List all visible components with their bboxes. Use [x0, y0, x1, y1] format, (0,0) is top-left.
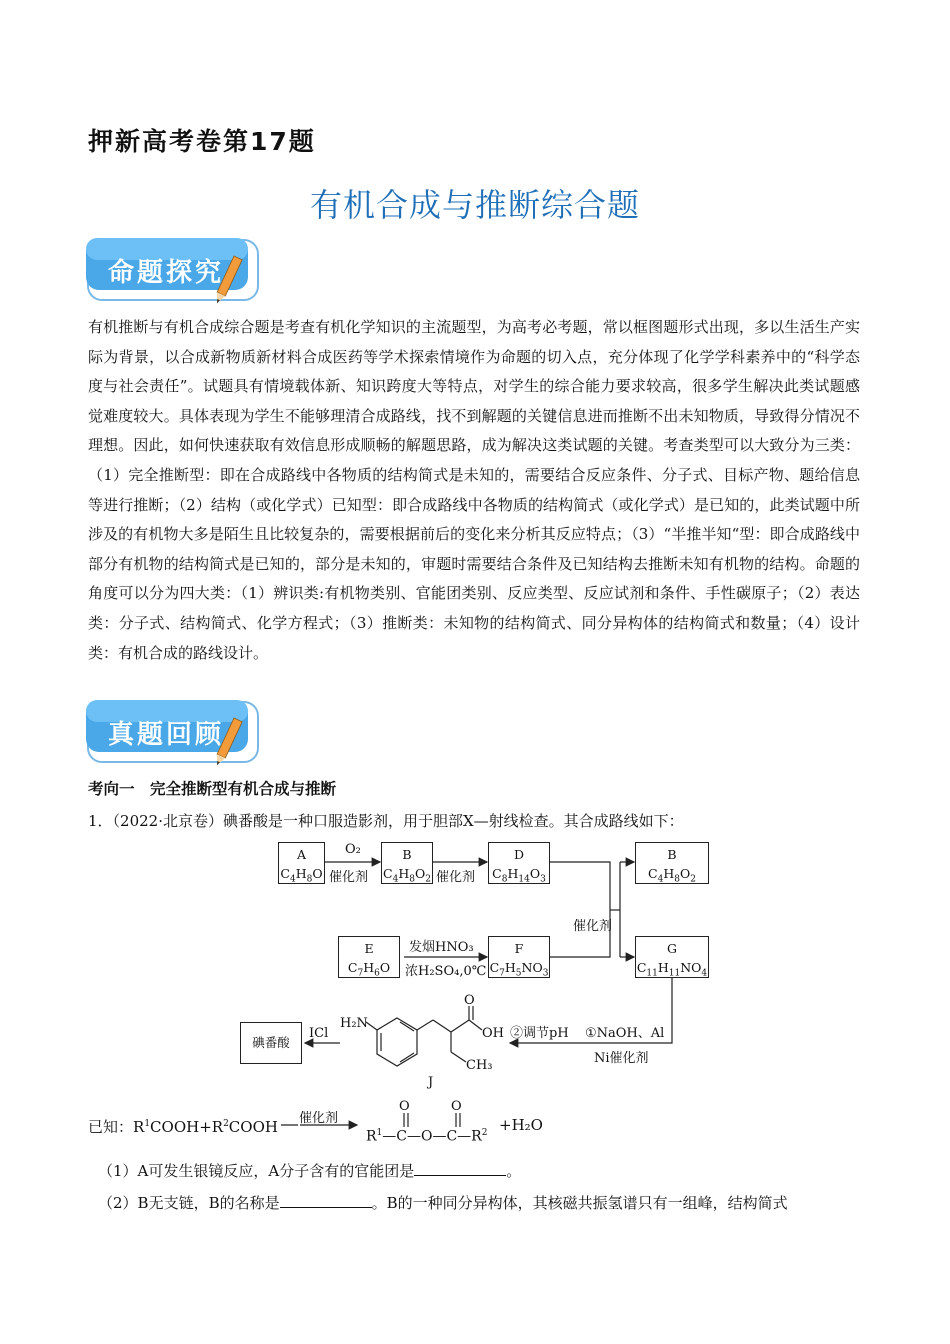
known-water: +H₂O [499, 1116, 543, 1134]
compound-d-box: D $C_8H_{14}O_3$ [488, 842, 550, 884]
reagent-icl: ICl [309, 1026, 329, 1041]
compound-b-box: B $C_4H_8O_2$ [381, 842, 433, 884]
main-title: 有机合成与推断综合题 [309, 186, 640, 224]
anhydride-o-2: O [451, 1099, 462, 1114]
j-amino-group: H₂N [340, 1016, 368, 1031]
compound-g-box: G $C_{11}H_{11}NO_4$ [635, 936, 709, 978]
answer-blank-2[interactable] [280, 1193, 372, 1208]
catalyst-label-3: 催化剂 [573, 919, 613, 934]
step-naoh-al: ①NaOH、Al [585, 1026, 665, 1041]
compound-e-box: E $C_7H_6O$ [338, 936, 400, 978]
known-catalyst: 催化剂 [299, 1111, 339, 1126]
j-hydroxyl: OH [482, 1026, 504, 1041]
sub-question-2: （2）B无支链，B的名称是 。B的一种同分异构体，其核磁共振氢谱只有一组峰，结构简式 [98, 1194, 788, 1212]
sub-question-1: （1）A可发生银镜反应，A分子含有的官能团是 。 [98, 1162, 522, 1180]
question-1-stem: 1．（2022·北京卷）碘番酸是一种口服造影剂，用于胆部X—射线检查。其合成路线如下： [88, 812, 684, 830]
analysis-badge-label: 命题探究 [108, 258, 225, 288]
catalyst-label-1: 催化剂 [329, 870, 369, 885]
intro-paragraph: 有机推断与有机合成综合题是考查有机化学知识的主流题型，为高考必考题，常以框图题形式出现，多以生活生产实际为背景，以合成新物质新材料合成医药等学术探索情境作为命题的切入点，充分体现了化学学科素养中的“科学态度与社会责任”。试题具有情境载体新、知识跨度大等特点，对学生的综合能力要求较高，很多学生解决此类试题感觉难度较大。具体表现为学生不能够理清合成路线，找不到解题的关键信息进而推断不出未知物质，导致得分情况不理想。因此，如何快速获取有效信息形成顺畅的解题思路，成为解决这类试题的关键。考查类型可以大致分为三类：（1）完全推断型：即在合成路线中各物质的结构简式是未知的，需要结合反应条件、分子式、目标产物、题给信息等进行推断；（2）结构（或化学式）已知型：即合成路线中各物质的结构简式（或化学式）是已知的，此类试题中所涉及的有机物大多是陌生且比较复杂的，需要根据前后的变化来分析其反应特点；（3）“半推半知“型：即合成路线中部分有机物的结构简式是已知的，部分是未知的，审题时需要结合条件及已知结构去推断未知有机物的结构。命题的角度可以分为四大类：（1）辨识类:有机物类别、官能团类别、反应类型、反应试剂和条件、手性碳原子；（2）表达类：分子式、结构简式、化学方程式；（3）推断类：未知物的结构简式、同分异构体的结构简式和数量；（4）设计类：有机合成的路线设计。 [88, 318, 860, 662]
step-ni-catalyst: Ni催化剂 [594, 1051, 649, 1066]
j-methyl: CH₃ [466, 1058, 493, 1073]
compound-f-box: F $C_7H_5NO_3$ [488, 936, 550, 978]
reagent-o2: O₂ [345, 842, 361, 857]
compound-a-box: A $C_4H_8O$ [278, 842, 325, 884]
catalyst-label-2: 催化剂 [436, 870, 476, 885]
page-title: 押新高考卷第17题 [88, 127, 316, 156]
answer-blank-1[interactable] [414, 1161, 506, 1176]
nitration-reagent: 发烟HNO₃ [409, 940, 474, 955]
known-reaction: 已知：$R^1COOH+R^2COOH$ [88, 1118, 278, 1136]
compound-b-product-box: B $C_4H_8O_2$ [635, 842, 709, 884]
iopanoic-acid-box: 碘番酸 [240, 1022, 302, 1064]
section-heading: 考向一 完全推断型有机合成与推断 [88, 780, 337, 798]
step-adjust-ph: ②调节pH [510, 1026, 569, 1041]
anhydride-formula: $R^1—C—O—C—R^2$ [366, 1128, 488, 1145]
review-badge-label: 真题回顾 [108, 720, 225, 750]
anhydride-o-1: O [399, 1099, 410, 1114]
nitration-condition: 浓H₂SO₄,0℃ [405, 964, 487, 979]
j-carbonyl-o: O [464, 993, 475, 1008]
compound-j-label: J [428, 1075, 434, 1090]
